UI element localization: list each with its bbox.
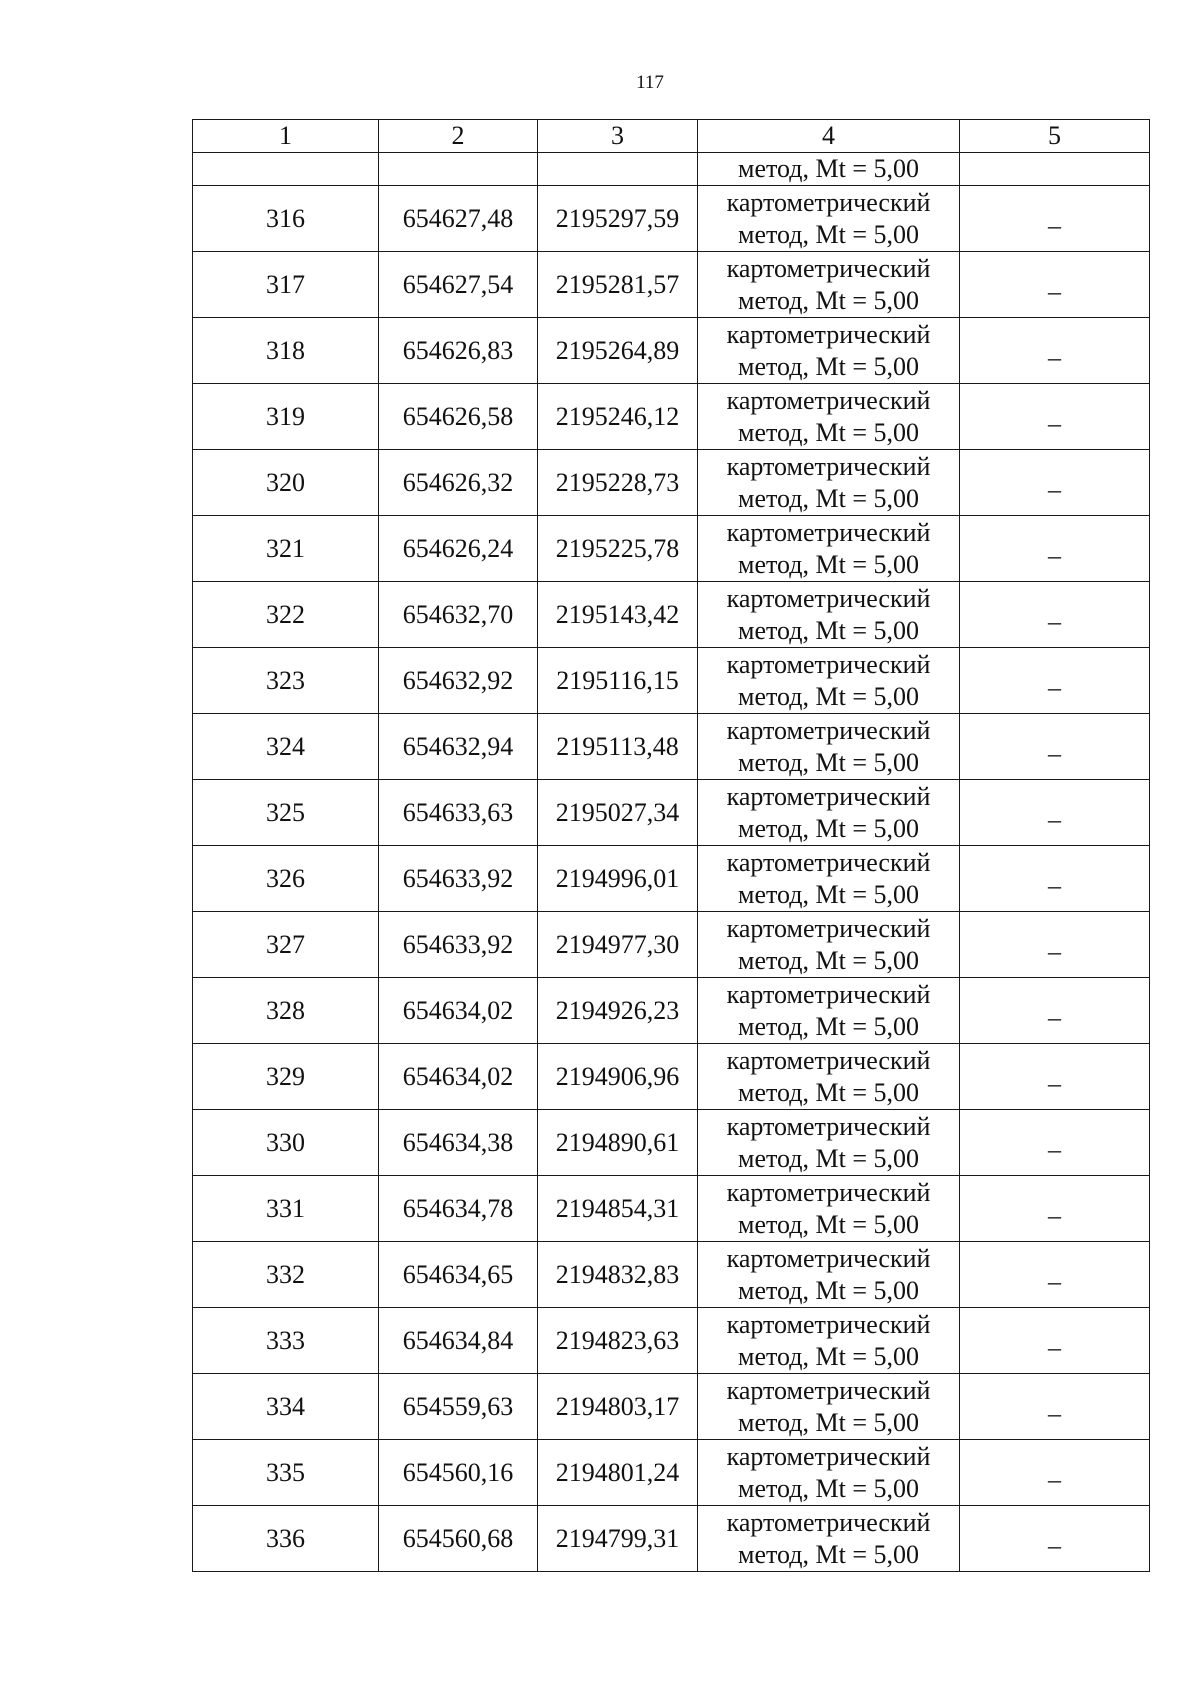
x-coordinate-cell: 654560,68 bbox=[379, 1506, 538, 1572]
note-cell bbox=[960, 318, 1150, 384]
point-number-cell: 326 bbox=[193, 846, 379, 912]
point-number-cell: 320 bbox=[193, 450, 379, 516]
header-col-2: 2 bbox=[379, 120, 538, 153]
note-cell bbox=[960, 450, 1150, 516]
method-line-1: картометрический bbox=[726, 517, 931, 547]
method-cell bbox=[698, 384, 960, 450]
y-coordinate-cell: 2194977,30 bbox=[538, 912, 698, 978]
method-line-1: картометрический bbox=[726, 913, 931, 943]
y-coordinate-cell: 2194854,31 bbox=[538, 1176, 698, 1242]
table-body bbox=[193, 153, 1150, 1572]
y-coordinate-cell: 2195246,12 bbox=[538, 384, 698, 450]
y-coordinate-cell: 2194823,63 bbox=[538, 1308, 698, 1374]
point-number-cell: 318 bbox=[193, 318, 379, 384]
method-line-2: метод, Mt = 5,00 bbox=[738, 747, 919, 777]
method-line-2: метод, Mt = 5,00 bbox=[738, 945, 919, 975]
table-row bbox=[193, 252, 1150, 318]
method-cell bbox=[698, 450, 960, 516]
method-cell bbox=[698, 516, 960, 582]
table-row bbox=[193, 450, 1150, 516]
point-number-cell: 322 bbox=[193, 582, 379, 648]
table-row bbox=[193, 1308, 1150, 1374]
table-row bbox=[193, 516, 1150, 582]
method-line-1: картометрический bbox=[726, 253, 931, 283]
y-coordinate-cell: 2195297,59 bbox=[538, 186, 698, 252]
table-row bbox=[193, 1242, 1150, 1308]
method-line-2: метод, Mt = 5,00 bbox=[738, 1341, 919, 1371]
cont-cell-2 bbox=[379, 153, 538, 186]
x-coordinate-cell: 654634,02 bbox=[379, 978, 538, 1044]
note-cell bbox=[960, 1176, 1150, 1242]
header-col-1: 1 bbox=[193, 120, 379, 153]
table-row bbox=[193, 384, 1150, 450]
point-number-cell: 333 bbox=[193, 1308, 379, 1374]
note-cell bbox=[960, 780, 1150, 846]
method-cell bbox=[698, 318, 960, 384]
method-line-2: метод, Mt = 5,00 bbox=[738, 1473, 919, 1503]
x-coordinate-cell: 654634,78 bbox=[379, 1176, 538, 1242]
method-cell bbox=[698, 186, 960, 252]
point-number-cell: 330 bbox=[193, 1110, 379, 1176]
point-number-cell: 316 bbox=[193, 186, 379, 252]
note-cell bbox=[960, 1110, 1150, 1176]
y-coordinate-cell: 2195225,78 bbox=[538, 516, 698, 582]
point-number-cell: 334 bbox=[193, 1374, 379, 1440]
table-row bbox=[193, 1176, 1150, 1242]
method-line-2: метод, Mt = 5,00 bbox=[738, 219, 919, 249]
method-line-1: картометрический bbox=[726, 1507, 931, 1537]
point-number-cell: 335 bbox=[193, 1440, 379, 1506]
method-cell bbox=[698, 1110, 960, 1176]
method-line-2: метод, Mt = 5,00 bbox=[738, 1011, 919, 1041]
point-number-cell: 324 bbox=[193, 714, 379, 780]
method-cell bbox=[698, 648, 960, 714]
note-dash: – bbox=[1048, 210, 1061, 240]
method-cell bbox=[698, 846, 960, 912]
point-number-cell: 328 bbox=[193, 978, 379, 1044]
x-coordinate-cell: 654634,84 bbox=[379, 1308, 538, 1374]
point-number-cell: 332 bbox=[193, 1242, 379, 1308]
cont-cell-1 bbox=[193, 153, 379, 186]
method-line-1: картометрический bbox=[726, 1177, 931, 1207]
table-row bbox=[193, 1374, 1150, 1440]
table-row bbox=[193, 1506, 1150, 1572]
y-coordinate-cell: 2194926,23 bbox=[538, 978, 698, 1044]
y-coordinate-cell: 2195281,57 bbox=[538, 252, 698, 318]
x-coordinate-cell: 654633,92 bbox=[379, 912, 538, 978]
method-line-1: картометрический bbox=[726, 1309, 931, 1339]
x-coordinate-cell: 654634,65 bbox=[379, 1242, 538, 1308]
table-row bbox=[193, 978, 1150, 1044]
point-number-cell: 325 bbox=[193, 780, 379, 846]
table-row bbox=[193, 318, 1150, 384]
table-row bbox=[193, 1110, 1150, 1176]
note-cell bbox=[960, 516, 1150, 582]
point-number-cell: 336 bbox=[193, 1506, 379, 1572]
note-cell bbox=[960, 912, 1150, 978]
note-cell bbox=[960, 1440, 1150, 1506]
note-dash: – bbox=[1048, 1200, 1061, 1230]
method-line-2: метод, Mt = 5,00 bbox=[738, 1209, 919, 1239]
method-cell bbox=[698, 1176, 960, 1242]
method-cell bbox=[698, 714, 960, 780]
method-line-2: метод, Mt = 5,00 bbox=[738, 1143, 919, 1173]
note-cell bbox=[960, 186, 1150, 252]
note-dash: – bbox=[1048, 276, 1061, 306]
note-dash: – bbox=[1048, 1530, 1061, 1560]
note-dash: – bbox=[1048, 936, 1061, 966]
y-coordinate-cell: 2195116,15 bbox=[538, 648, 698, 714]
note-dash: – bbox=[1048, 408, 1061, 438]
method-line-1: картометрический bbox=[726, 649, 931, 679]
header-col-3: 3 bbox=[538, 120, 698, 153]
y-coordinate-cell: 2194799,31 bbox=[538, 1506, 698, 1572]
method-line-2: метод, Mt = 5,00 bbox=[738, 351, 919, 381]
note-dash: – bbox=[1048, 1266, 1061, 1296]
y-coordinate-cell: 2195228,73 bbox=[538, 450, 698, 516]
y-coordinate-cell: 2195113,48 bbox=[538, 714, 698, 780]
note-dash: – bbox=[1048, 1398, 1061, 1428]
continuation-row bbox=[193, 153, 1150, 186]
note-dash: – bbox=[1048, 1332, 1061, 1362]
y-coordinate-cell: 2194996,01 bbox=[538, 846, 698, 912]
note-dash: – bbox=[1048, 1464, 1061, 1494]
method-line-2: метод, Mt = 5,00 bbox=[738, 615, 919, 645]
x-coordinate-cell: 654559,63 bbox=[379, 1374, 538, 1440]
note-dash: – bbox=[1048, 1134, 1061, 1164]
x-coordinate-cell: 654627,48 bbox=[379, 186, 538, 252]
method-line-2: метод, Mt = 5,00 bbox=[738, 879, 919, 909]
cont-cell-5 bbox=[960, 153, 1150, 186]
x-coordinate-cell: 654632,70 bbox=[379, 582, 538, 648]
x-coordinate-cell: 654627,54 bbox=[379, 252, 538, 318]
note-cell bbox=[960, 1506, 1150, 1572]
note-cell bbox=[960, 384, 1150, 450]
header-col-4: 4 bbox=[698, 120, 960, 153]
method-line-1: картометрический bbox=[726, 979, 931, 1009]
method-cell bbox=[698, 1308, 960, 1374]
method-line-1: картометрический bbox=[726, 451, 931, 481]
note-cell bbox=[960, 1374, 1150, 1440]
table-row bbox=[193, 912, 1150, 978]
point-number-cell: 323 bbox=[193, 648, 379, 714]
note-dash: – bbox=[1048, 672, 1061, 702]
note-dash: – bbox=[1048, 1002, 1061, 1032]
note-dash: – bbox=[1048, 1068, 1061, 1098]
note-dash: – bbox=[1048, 342, 1061, 372]
header-col-5: 5 bbox=[960, 120, 1150, 153]
table-row bbox=[193, 186, 1150, 252]
note-dash: – bbox=[1048, 606, 1061, 636]
x-coordinate-cell: 654633,92 bbox=[379, 846, 538, 912]
method-cell bbox=[698, 1044, 960, 1110]
y-coordinate-cell: 2194832,83 bbox=[538, 1242, 698, 1308]
point-number-cell: 329 bbox=[193, 1044, 379, 1110]
table-row bbox=[193, 648, 1150, 714]
x-coordinate-cell: 654632,94 bbox=[379, 714, 538, 780]
x-coordinate-cell: 654626,32 bbox=[379, 450, 538, 516]
header-row bbox=[193, 120, 1150, 153]
method-line-1: картометрический bbox=[726, 1441, 931, 1471]
method-line-2: метод, Mt = 5,00 bbox=[738, 549, 919, 579]
x-coordinate-cell: 654626,24 bbox=[379, 516, 538, 582]
note-cell bbox=[960, 1308, 1150, 1374]
method-cell bbox=[698, 252, 960, 318]
y-coordinate-cell: 2195027,34 bbox=[538, 780, 698, 846]
method-cell bbox=[698, 1506, 960, 1572]
y-coordinate-cell: 2194906,96 bbox=[538, 1044, 698, 1110]
note-dash: – bbox=[1048, 540, 1061, 570]
method-line-1: картометрический bbox=[726, 319, 931, 349]
note-dash: – bbox=[1048, 870, 1061, 900]
method-line-2: метод, Mt = 5,00 bbox=[738, 681, 919, 711]
method-cell bbox=[698, 912, 960, 978]
point-number-cell: 319 bbox=[193, 384, 379, 450]
x-coordinate-cell: 654634,38 bbox=[379, 1110, 538, 1176]
x-coordinate-cell: 654626,58 bbox=[379, 384, 538, 450]
point-number-cell: 317 bbox=[193, 252, 379, 318]
method-line-1: картометрический bbox=[726, 1111, 931, 1141]
table-row bbox=[193, 582, 1150, 648]
method-line-2: метод, Mt = 5,00 bbox=[738, 483, 919, 513]
method-line-1: картометрический bbox=[726, 847, 931, 877]
note-dash: – bbox=[1048, 474, 1061, 504]
method-cell bbox=[698, 1242, 960, 1308]
coordinates-table bbox=[192, 119, 1150, 1572]
note-cell bbox=[960, 714, 1150, 780]
method-cell bbox=[698, 978, 960, 1044]
note-dash: – bbox=[1048, 804, 1061, 834]
method-cell bbox=[698, 1374, 960, 1440]
y-coordinate-cell: 2194801,24 bbox=[538, 1440, 698, 1506]
cont-cell-method: метод, Mt = 5,00 bbox=[698, 153, 960, 186]
method-line-1: картометрический bbox=[726, 1045, 931, 1075]
method-cell bbox=[698, 780, 960, 846]
method-line-2: метод, Mt = 5,00 bbox=[738, 1275, 919, 1305]
table-row bbox=[193, 846, 1150, 912]
point-number-cell: 331 bbox=[193, 1176, 379, 1242]
x-coordinate-cell: 654633,63 bbox=[379, 780, 538, 846]
note-cell bbox=[960, 648, 1150, 714]
y-coordinate-cell: 2195143,42 bbox=[538, 582, 698, 648]
method-line-1: картометрический bbox=[726, 1243, 931, 1273]
note-cell bbox=[960, 252, 1150, 318]
method-line-1: картометрический bbox=[726, 583, 931, 613]
x-coordinate-cell: 654560,16 bbox=[379, 1440, 538, 1506]
y-coordinate-cell: 2194890,61 bbox=[538, 1110, 698, 1176]
method-line-1: картометрический bbox=[726, 715, 931, 745]
method-line-2: метод, Mt = 5,00 bbox=[738, 1077, 919, 1107]
table-row bbox=[193, 780, 1150, 846]
note-cell bbox=[960, 978, 1150, 1044]
note-dash: – bbox=[1048, 738, 1061, 768]
note-cell bbox=[960, 1242, 1150, 1308]
method-cell bbox=[698, 582, 960, 648]
note-cell bbox=[960, 582, 1150, 648]
method-line-2: метод, Mt = 5,00 bbox=[738, 1407, 919, 1437]
table-row bbox=[193, 1440, 1150, 1506]
point-number-cell: 321 bbox=[193, 516, 379, 582]
cont-cell-3 bbox=[538, 153, 698, 186]
y-coordinate-cell: 2194803,17 bbox=[538, 1374, 698, 1440]
method-line-2: метод, Mt = 5,00 bbox=[738, 285, 919, 315]
y-coordinate-cell: 2195264,89 bbox=[538, 318, 698, 384]
x-coordinate-cell: 654634,02 bbox=[379, 1044, 538, 1110]
x-coordinate-cell: 654626,83 bbox=[379, 318, 538, 384]
point-number-cell: 327 bbox=[193, 912, 379, 978]
table-row bbox=[193, 1044, 1150, 1110]
table-row bbox=[193, 714, 1150, 780]
method-line-2: метод, Mt = 5,00 bbox=[738, 813, 919, 843]
method-line-2: метод, Mt = 5,00 bbox=[738, 1539, 919, 1569]
method-line-2: метод, Mt = 5,00 bbox=[738, 417, 919, 447]
page-number: 117 bbox=[636, 72, 664, 93]
method-cell bbox=[698, 1440, 960, 1506]
method-line-1: картометрический bbox=[726, 385, 931, 415]
x-coordinate-cell: 654632,92 bbox=[379, 648, 538, 714]
method-line-1: картометрический bbox=[726, 187, 931, 217]
method-line-1: картометрический bbox=[726, 781, 931, 811]
note-cell bbox=[960, 846, 1150, 912]
note-cell bbox=[960, 1044, 1150, 1110]
method-line-1: картометрический bbox=[726, 1375, 931, 1405]
